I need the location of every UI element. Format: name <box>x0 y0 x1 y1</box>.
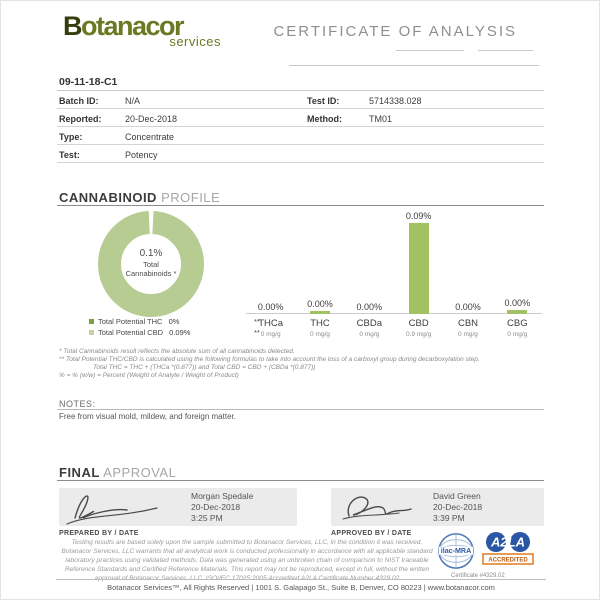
legend-cbd <box>89 328 259 339</box>
botanacor-logo <box>63 13 223 49</box>
svg-text:ACCREDITED: ACCREDITED <box>488 557 528 564</box>
bar-mgg-label: 0.9 mg/g <box>406 331 432 338</box>
footnote-4: % = % (w/w) = Percent (Weight of Analyte / Weight of Product) <box>59 372 239 379</box>
footnotes <box>59 348 480 380</box>
total-cannabinoids-label-2: Cannabinoids * <box>125 269 177 278</box>
approved-name: David Green <box>433 491 481 501</box>
sample-id: 09-11-18-C1 <box>59 76 118 88</box>
footnote-3: Total THC = THC + (THCa *(0.877)) and Total CBD = CBD + (CBDa *(0.877)) <box>93 364 316 371</box>
test-label: Test: <box>59 150 80 160</box>
redacted-line <box>396 50 464 51</box>
svg-text:A2LA: A2LA <box>491 534 525 550</box>
test-id-value: 5714338.028 <box>369 96 422 106</box>
bar-category-label: CBN <box>457 318 479 329</box>
approved-signature <box>333 482 433 530</box>
bar-column-thc <box>295 208 344 339</box>
footnote-2: ** Total Potential THC/CBD is calculated using the following formulas to take into account the loss of a carboxyl group during decarboxylation step. <box>59 356 480 363</box>
prepared-signature-block <box>59 488 297 526</box>
total-cannabinoids-value: 0.1% <box>139 248 163 259</box>
thc-legend-note: ** <box>254 317 260 326</box>
reported-value: 20-Dec-2018 <box>125 114 178 124</box>
test-value: Potency <box>125 150 158 160</box>
logo-b-glyph: B <box>63 11 81 41</box>
certificate-number: Certificate #4329.02 <box>451 573 505 579</box>
method-label: Method: <box>307 114 342 124</box>
thc-legend-swatch <box>89 319 94 324</box>
test-id-label: Test ID: <box>307 96 340 106</box>
notes-title: NOTES: <box>59 399 96 409</box>
bar-category-label: THC <box>310 318 330 329</box>
prepared-name: Morgan Spedale <box>191 491 254 501</box>
cbd-legend-swatch <box>89 330 94 335</box>
total-cannabinoids-label-1: Total <box>143 260 159 269</box>
info-row-batch <box>57 91 544 109</box>
batch-id-value: N/A <box>125 96 141 106</box>
bar-mgg-label: 0 mg/g <box>310 331 330 338</box>
footer-text: Botanacor Services™, All Rights Reserved | 1001 S. Galapago St., Suite B, Denver, CO 80223 | www.botanacor.com <box>107 583 495 592</box>
section-divider <box>57 480 544 481</box>
bar-percent-label: 0.09% <box>405 211 432 221</box>
batch-id-label: Batch ID: <box>59 96 99 106</box>
bar-mgg-label: 0 mg/g <box>260 331 281 338</box>
bar <box>310 311 330 314</box>
legend-thc <box>89 317 259 328</box>
redacted-line <box>289 65 539 66</box>
final-approval-header: FINAL APPROVAL <box>59 465 177 480</box>
bar-category-label: CBDa <box>356 318 382 329</box>
bar-column-thca <box>246 208 295 339</box>
cannabinoid-profile-header: CANNABINOID PROFILE <box>59 190 221 205</box>
info-row-test <box>57 145 544 163</box>
prepared-time: 3:25 PM <box>191 513 223 523</box>
bar-percent-label: 0.00% <box>504 298 531 308</box>
bar-percent-label: 0.00% <box>307 299 333 309</box>
type-label: Type: <box>59 132 83 142</box>
method-value: TM01 <box>369 114 393 124</box>
bar-column-cbd <box>394 208 443 339</box>
svg-text:ilac-MRA: ilac-MRA <box>440 547 472 556</box>
section-divider <box>57 205 544 206</box>
approved-time: 3:39 PM <box>433 513 465 523</box>
footer-divider <box>56 579 546 580</box>
logo-wordmark: Botanacor <box>63 11 184 41</box>
accreditation-logos <box>437 530 545 578</box>
approved-signer-info <box>433 491 482 524</box>
info-row-type <box>57 127 544 145</box>
bar-mgg-label: 0 mg/g <box>458 331 478 338</box>
cbd-legend-label: Total Potential CBD <box>98 328 164 337</box>
bar-mgg-label: 0 mg/g <box>507 331 528 338</box>
logo-services-label: services <box>169 34 221 49</box>
donut-legend <box>89 317 259 339</box>
thc-legend-label: Total Potential THC <box>98 317 163 326</box>
donut-chart <box>96 209 206 319</box>
certificate-title: CERTIFICATE OF ANALYSIS <box>273 23 517 40</box>
bar-percent-label: 0.00% <box>257 302 284 312</box>
ilac-mra-logo <box>437 532 475 570</box>
notes-body: Free from visual mold, mildew, and foreign matter. <box>59 412 236 421</box>
approved-by-label: APPROVED BY / DATE <box>331 530 412 537</box>
bar-category-label: CBD <box>408 318 429 329</box>
bar-category-label: THCa <box>258 318 284 329</box>
a2la-logo <box>479 530 537 572</box>
bar-percent-label: 0.00% <box>455 302 481 312</box>
bar-mgg-label: 0 mg/g <box>359 331 380 338</box>
donut-center-label <box>96 249 206 278</box>
type-value: Concentrate <box>125 132 175 142</box>
prepared-date: 20-Dec-2018 <box>191 502 241 512</box>
notes-divider <box>57 409 544 410</box>
cbd-legend-value: 0.09% <box>169 328 191 337</box>
reported-label: Reported: <box>59 114 102 124</box>
bar <box>507 310 527 314</box>
bar-percent-label: 0.00% <box>356 302 383 312</box>
approved-date: 20-Dec-2018 <box>433 502 483 512</box>
bar <box>409 223 429 314</box>
bar-category-label: CBG <box>507 318 528 329</box>
prepared-signer-info <box>191 491 253 524</box>
bar-column-cbn <box>443 208 492 339</box>
approved-signature-block <box>331 488 544 526</box>
prepared-by-label: PREPARED BY / DATE <box>59 530 139 537</box>
bar-column-cbda <box>345 208 394 339</box>
bar-chart <box>246 208 542 339</box>
prepared-signature <box>61 482 186 530</box>
redacted-line <box>478 50 533 51</box>
bar-column-cbg <box>493 208 542 339</box>
info-row-reported <box>57 109 544 127</box>
thc-legend-value: 0% <box>168 317 180 326</box>
footnote-1: * Total Cannabinoids result reflects the absolute sum of all cannabinoids detected. <box>59 348 295 355</box>
disclaimer-text: Testing results are based solely upon the sample submitted to Botanacor Services, LLC, in the condition it was received. Botanacor Services, LLC warrants that all analytical work is conducted professionally in accordance with all applicable standard laboratory practices using validated methods. Data was generated using an unbroken chain of comparison to NIST traceable Reference Standards and Certified Reference Materials. This report may not be reproduced, except in full, without the written approval of Botanacor Services, LLC. ISO/IEC 17025:2005 Accredited A2LA Certificate Number 4329.02 <box>61 539 433 582</box>
cbd-legend-note: ** <box>254 328 260 337</box>
